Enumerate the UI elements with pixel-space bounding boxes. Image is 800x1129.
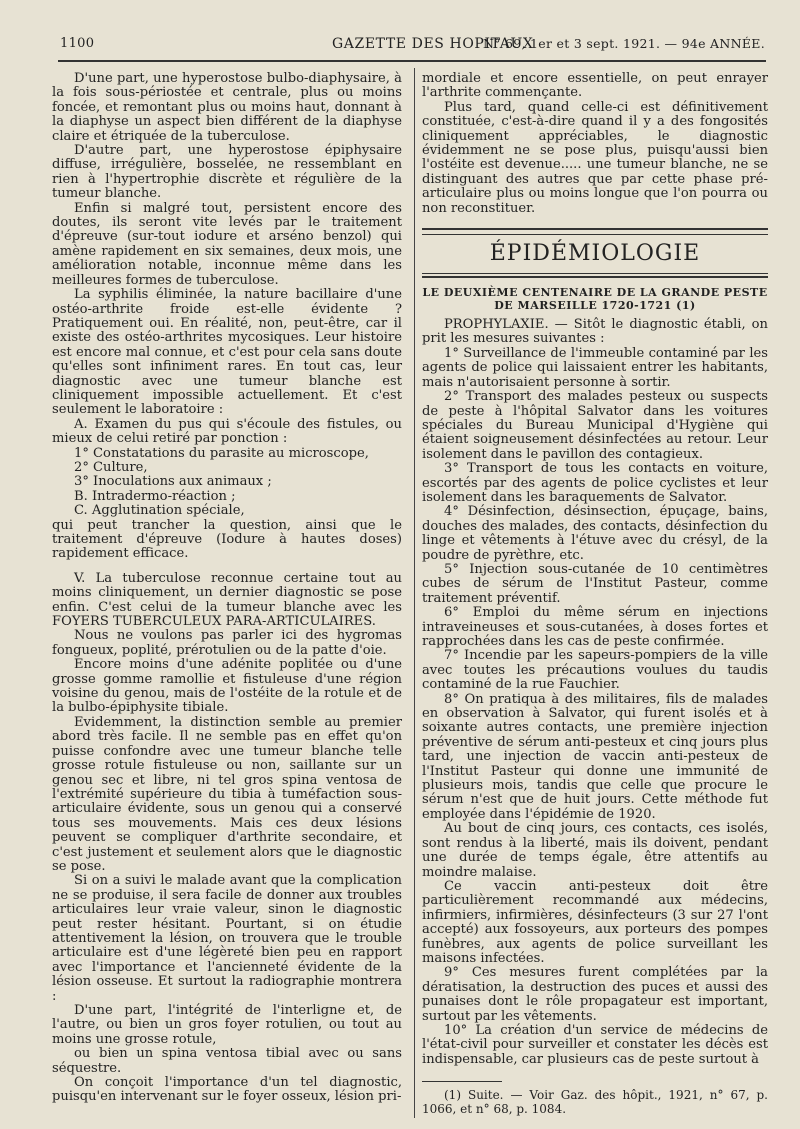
list-item: 1° Constatations du parasite au microscope,	[74, 445, 369, 461]
left-column	[52, 72, 402, 1105]
issue-info: N° 69, 1er et 3 sept. 1921. — 94e ANNÉE.	[482, 36, 765, 51]
paragraph: 8° On pratiqua à des militaires, fils de malades en observation à Salvator, qui furent isolés et à soixante autres contacts, une première injection préventive de sérum anti-pesteux et cinq jours plus tard, une injection de vaccin anti-pesteux de l'Institut Pasteur qui donne une immunité de plusieurs mois, tandis que celle que procure le sérum n'est que de huit jours. Cette méthode fut employée dans l'épidémie de 1920.	[422, 691, 768, 822]
footnote: (1) Suite. — Voir Gaz. des hôpit., 1921, n° 67, p. 1066, et n° 68, p. 1084.	[422, 1088, 768, 1117]
paragraph: A. Examen du pus qui s'écoule des fistules, ou mieux de celui retiré par ponction :	[52, 416, 402, 447]
footnote-rule	[422, 1081, 502, 1082]
paragraph: 4° Désinfection, désinsection, épuçage, bains, douches des malades, des contacts, désinfection du linge et vêtements à l'étuve avec du crésyl, de la poudre de pyrèthre, etc.	[422, 504, 768, 563]
list-item: C. Agglutination spéciale,	[74, 503, 245, 519]
paragraph: mordiale et encore essentielle, on peut enrayer l'arthrite commençante.	[422, 71, 768, 101]
paragraph: ou bien un spina ventosa tibial avec ou sans séquestre.	[52, 1046, 402, 1076]
paragraph: 5° Injection sous-cutanée de 10 centimètres cubes de sérum de l'Institut Pasteur, comme traitement préventif.	[422, 561, 768, 606]
column-divider	[414, 68, 415, 1118]
paragraph: La syphilis éliminée, la nature bacillaire d'une ostéo-arthrite froide est-elle évidente ? Pratiquement oui. En réalité, non, peut-être, car il existe des ostéo-arthrites mycosiques. Leur histoire est encore mal connue, et c'est pour cela sans doute qu'elles sont infiniment rares. En tout cas, leur diagnostic avec une tumeur blanche est cliniquement impossible actuellement. Et c'est seulement le laboratoire :	[52, 287, 402, 418]
paragraph: Si on a suivi le malade avant que la complication ne se produise, il sera facile de donner aux troubles articulaires leur vraie valeur, sinon le diagnostic peut rester hésitant. Pourtant, si on étudie attentivement la lésion, on trouvera que le trouble articulaire est d'une légèreté bien peu en rapport avec l'importance et l'ancienneté évidente de la lésion osseuse. Et surtout la radiographie montrera :	[52, 873, 402, 1004]
paragraph: On conçoit l'importance d'un tel diagnostic, puisqu'en intervenant sur le foyer osseux, lésion pri-	[52, 1075, 402, 1105]
page-header	[60, 36, 765, 54]
paragraph: Ce vaccin anti-pesteux doit être particulièrement recommandé aux médecins, infirmiers, infirmières, désinfecteurs (3 sur 27 l'ont accepté) aux fossoyeurs, aux porteurs des pompes funèbres, aux agents de police surveillant les maisons infectées.	[422, 878, 768, 966]
paragraph: Enfin si malgré tout, persistent encore des doutes, ils seront vite levés par le traitement d'épreuve (sur-tout iodure et arséno benzol) qui amène rapidement en six semaines, deux mois, une amélioration notable, inconnue même dans les meilleures formes de tuberculose.	[52, 200, 402, 288]
paragraph: 9° Ces mesures furent complétées par la dératisation, la destruction des puces et aussi des punaises dont le rôle propagateur est important, surtout par les vêtements.	[422, 965, 768, 1024]
paragraph: Encore moins d'une adénite poplitée ou d'une grosse gomme ramollie et fistuleuse d'une région voisine du genou, mais de l'ostéite de la rotule et de la bulbo-épiphysite tibiale.	[52, 657, 402, 716]
list-item: 2° Culture,	[74, 459, 148, 475]
list-item: 3° Inoculations aux animaux ;	[74, 474, 272, 490]
paragraph: 6° Emploi du même sérum en injections intraveineuses et sous-cutanées, à doses fortes et rapprochées dans les cas de peste confirmée.	[422, 605, 768, 649]
paragraph: Au bout de cinq jours, ces contacts, ces isolés, sont rendus à la liberté, mais ils doivent, pendant une durée de temps égale, être attentifs au moindre malaise.	[422, 821, 768, 880]
paragraph: 1° Surveillance de l'immeuble contaminé par les agents de police qui laissaient entrer les habitants, mais n'autorisaient personne à sortir.	[422, 345, 768, 390]
section-rule	[422, 276, 768, 278]
paragraph: 7° Incendie par les sapeurs-pompiers de la ville avec toutes les précautions voulues du taudis contaminé de la rue Fauchier.	[422, 648, 768, 693]
paragraph: Evidemment, la distinction semble au premier abord très facile. Il ne semble pas en effet qu'on puisse confondre avec une tumeur blanche telle grosse rotule fistuleuse ou non, saillante sur un genou sec et libre, ni tel gros spina ventosa de l'extrémité supérieure du tibia à tuméfaction sous-articulaire évidente, sous un genou qui a conservé tous ses mouvements. Mais ces deux lésions peuvent se compliquer d'arthrite secondaire, et c'est justement et seulement alors que le diagnostic se pose.	[52, 714, 402, 874]
paragraph: Plus tard, quand celle-ci est définitivement constituée, c'est-à-dire quand il y a des fongosités cliniquement appréciables, le diagnostic évidemment ne se pose plus, puisqu'aussi bien l'ostéite est devenue..... une tumeur blanche, ne se distinguant des autres que par cette phase pré-articulaire plus ou moins longue que l'on pourra ou non reconstituer.	[422, 99, 768, 216]
section-title: ÉPIDÉMIOLOGIE	[489, 241, 701, 267]
list-item: B. Intradermo-réaction ;	[74, 488, 236, 504]
paragraph: V. La tuberculose reconnue certaine tout au moins cliniquement, un dernier diagnostic se pose enfin. C'est celui de la tumeur blanche avec les FOYERS TUBERCULEUX PARA-ARTICULAIRES.	[52, 570, 402, 630]
paragraph: qui peut trancher la question, ainsi que le traitement d'épreuve (Iodure à hautes doses) rapidement efficace.	[52, 517, 402, 562]
paragraph: 3° Transport de tous les contacts en voiture, escortés par des agents de police cyclistes et leur isolement dans les baraquements de Salvator.	[422, 461, 768, 505]
section-rule	[422, 273, 768, 274]
page-number: 1100	[60, 36, 95, 51]
right-column	[422, 72, 768, 1116]
article-title: LE DEUXIÈME CENTENAIRE DE LA GRANDE PESTE DE MARSEILLE 1720-1721 (1)	[422, 286, 768, 313]
paragraph: 2° Transport des malades pesteux ou suspects de peste à l'hôpital Salvator dans les voitures spéciales du Bureau Municipal d'Hygiène qui étaient soigneusement désinfectées au retour. Leur isolement dans le pavillon des contagieux.	[422, 389, 768, 462]
section-rule	[422, 234, 768, 235]
section-rule	[422, 228, 768, 230]
journal-title: GAZETTE DES HOPITAUX	[332, 36, 534, 52]
paragraph: D'une part, une hyperostose bulbo-diaphysaire, à la fois sous-périostée et centrale, plus ou moins foncée, et remontant plus ou moins haut, donnant à la diaphyse un aspect bien différent de la diaphyse claire et étriquée de la tuberculose.	[52, 71, 402, 144]
paragraph: D'une part, l'intégrité de l'interligne et, de l'autre, ou bien un gros foyer rotulien, ou tout au moins une grosse rotule,	[52, 1003, 402, 1047]
paragraph: PROPHYLAXIE. — Sitôt le diagnostic établi, on prit les mesures suivantes :	[422, 317, 768, 347]
paragraph: D'autre part, une hyperostose épiphysaire diffuse, irrégulière, bosselée, ne ressemblant en rien à l'hypertrophie discrète et régulière de la tumeur blanche.	[52, 143, 402, 202]
header-rule	[58, 60, 766, 62]
paragraph: Nous ne voulons pas parler ici des hygromas fongueux, poplité, prérotulien ou de la patte d'oie.	[52, 628, 402, 658]
paragraph: 10° La création d'un service de médecins de l'état-civil pour surveiller et constater les décès est indispensable, car plusieurs cas de peste surtout à	[422, 1022, 768, 1067]
